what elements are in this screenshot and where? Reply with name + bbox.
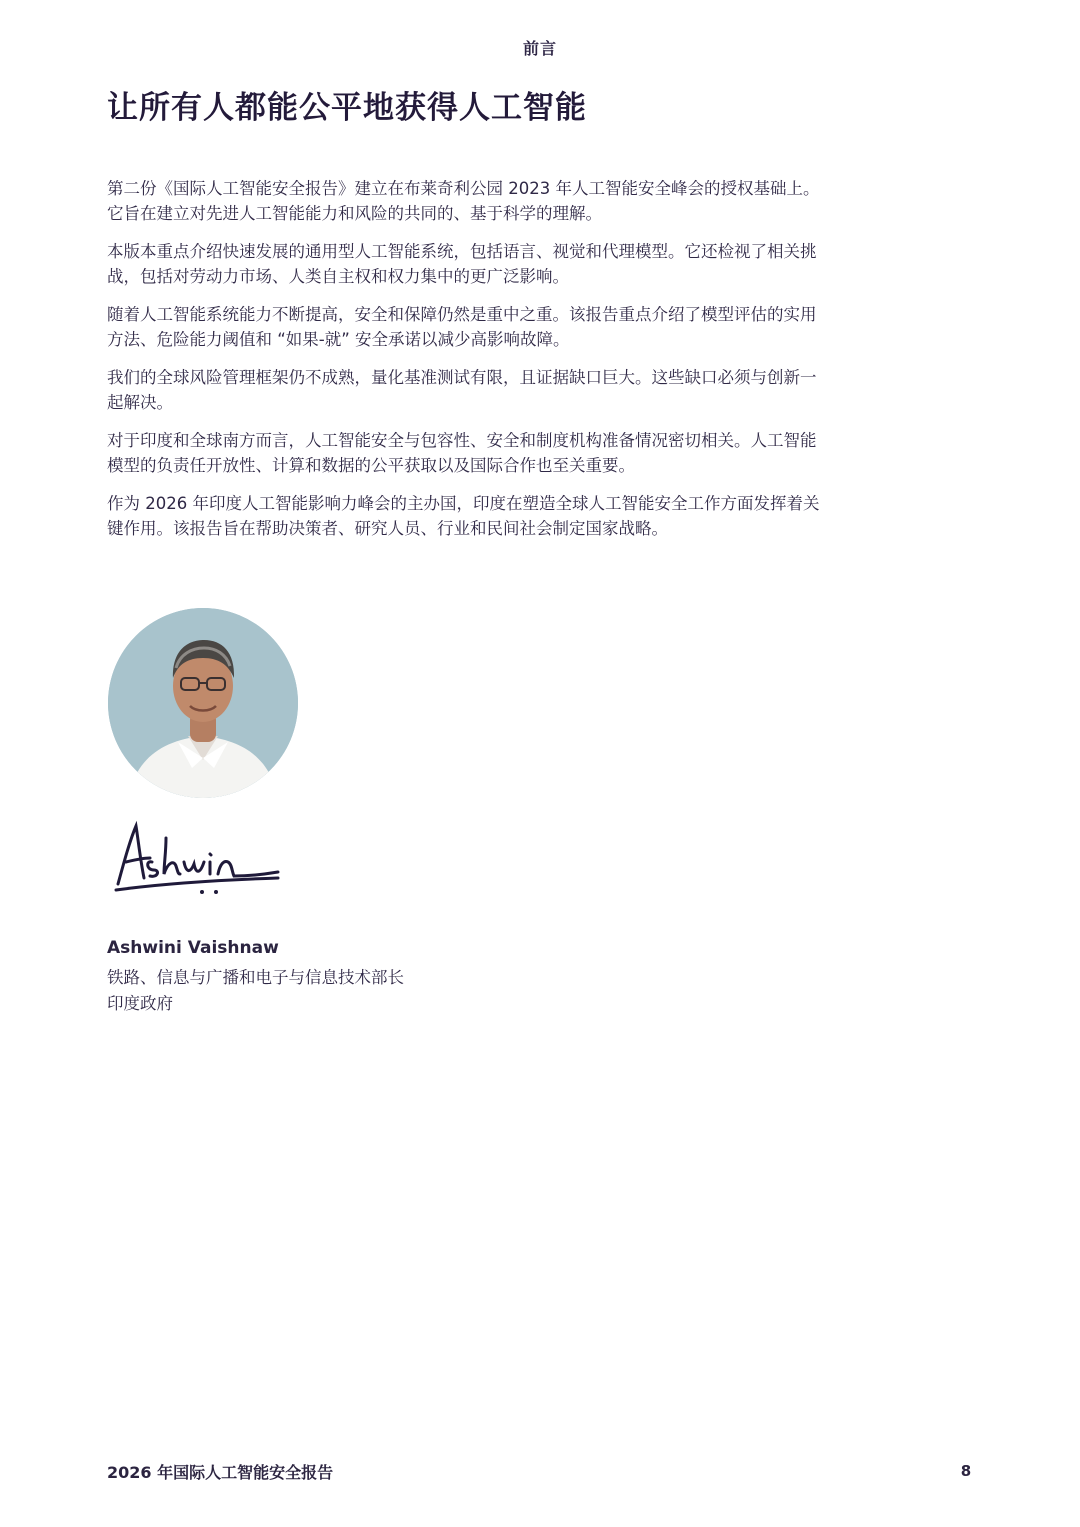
- paragraph-6: 作为 2026 年印度人工智能影响力峰会的主办国，印度在塑造全球人工智能安全工作方面发挥着关键作用。该报告旨在帮助决策者、研究人员、行业和民间社会制定国家战略。: [107, 494, 820, 538]
- portrait-photo: [108, 608, 298, 798]
- running-header: 前言: [522, 39, 557, 58]
- paragraph-3: 随着人工智能系统能力不断提高，安全和保障仍然是重中之重。该报告重点介绍了模型评估的实用方法、危险能力阈值和 “如果-就” 安全承诺以减少高影响故障。: [107, 305, 817, 349]
- portrait-icon: [108, 608, 298, 798]
- page-number: 8: [960, 1462, 972, 1480]
- signature-icon: [110, 818, 290, 900]
- signatory-role: 铁路、信息与广播和电子与信息技术部长: [107, 968, 404, 987]
- footer-report-title: 2026 年国际人工智能安全报告: [107, 1463, 334, 1482]
- paragraph-4: 我们的全球风险管理框架仍不成熟，量化基准测试有限，且证据缺口巨大。这些缺口必须与创新一起解决。: [107, 368, 817, 412]
- signatory-name: Ashwini Vaishnaw: [107, 938, 279, 958]
- signatory-organization: 印度政府: [107, 994, 173, 1013]
- foreword-body: [107, 176, 829, 554]
- page-title: 让所有人都能公平地获得人工智能: [107, 90, 587, 126]
- paragraph-5: 对于印度和全球南方而言，人工智能安全与包容性、安全和制度机构准备情况密切相关。人工智能模型的负责任开放性、计算和数据的公平获取以及国际合作也至关重要。: [107, 431, 817, 475]
- paragraph-1: 第二份《国际人工智能安全报告》建立在布莱奇利公园 2023 年人工智能安全峰会的授权基础上。它旨在建立对先进人工智能能力和风险的共同的、基于科学的理解。: [107, 179, 820, 223]
- paragraph-2: 本版本重点介绍快速发展的通用型人工智能系统，包括语言、视觉和代理模型。它还检视了相关挑战，包括对劳动力市场、人类自主权和权力集中的更广泛影响。: [107, 242, 817, 286]
- signature: [110, 818, 290, 900]
